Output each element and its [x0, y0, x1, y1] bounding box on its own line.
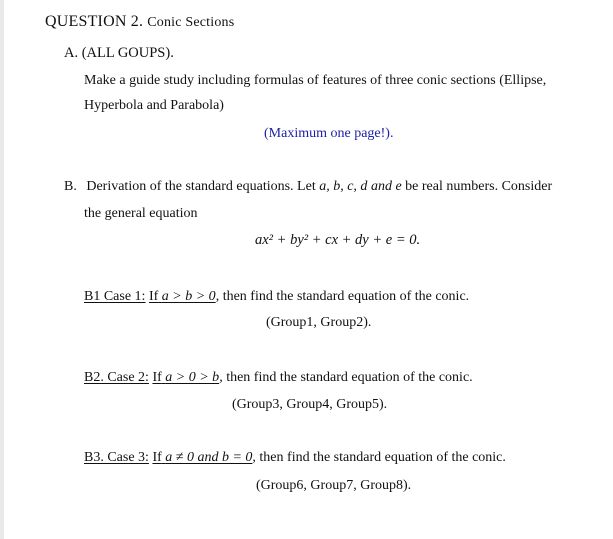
case-1-rest: , then find the standard equation of the conic. [215, 289, 470, 304]
case-3-groups: (Group6, Group7, Group8). [256, 478, 412, 493]
case-3-line [84, 449, 506, 466]
case-1-label: B1 Case 1: [84, 289, 146, 304]
case-2-if: If [152, 370, 162, 385]
case-2-label: B2. Case 2: [84, 370, 149, 385]
part-b-end: be real numbers. Consider [405, 179, 553, 194]
question-title [45, 13, 234, 31]
case-2-rest: , then find the standard equation of the conic. [219, 370, 473, 385]
general-equation: ax² + by² + cx + dy + e = 0. [255, 232, 421, 248]
case-2-groups: (Group3, Group4, Group5). [232, 397, 388, 412]
case-2-condition: a > 0 > b [165, 370, 220, 385]
part-b-text: Derivation of the standard equations. Let [86, 179, 316, 194]
part-b-label: B. [64, 179, 77, 194]
part-b-line-1 [64, 178, 552, 195]
case-3-rest: , then find the standard equation of the conic. [252, 450, 506, 465]
part-a-line-2: Hyperbola and Parabola) [84, 98, 224, 113]
part-b-vars: a, b, c, d [319, 179, 368, 194]
case-3-if: If [152, 450, 162, 465]
case-1-line [84, 288, 469, 305]
part-b-e: e [395, 179, 402, 194]
case-3-condition: a ≠ 0 and b = 0 [165, 450, 253, 465]
part-b-and: and [370, 179, 392, 194]
page-left-edge [0, 0, 4, 539]
part-a-line-1: Make a guide study including formulas of features of three conic sections (Ellipse, [84, 73, 547, 88]
question-topic: Conic Sections [147, 15, 235, 30]
case-2-line [84, 369, 473, 386]
case-1-condition: a > b > 0 [161, 289, 216, 304]
question-label: QUESTION 2. [45, 13, 144, 30]
part-a-note: (Maximum one page!). [264, 126, 394, 141]
case-3-label: B3. Case 3: [84, 450, 149, 465]
part-a-heading: A. (ALL GOUPS). [64, 45, 174, 61]
case-1-groups: (Group1, Group2). [266, 315, 372, 330]
part-b-line-2: the general equation [84, 206, 198, 221]
case-1-if: If [148, 289, 159, 304]
